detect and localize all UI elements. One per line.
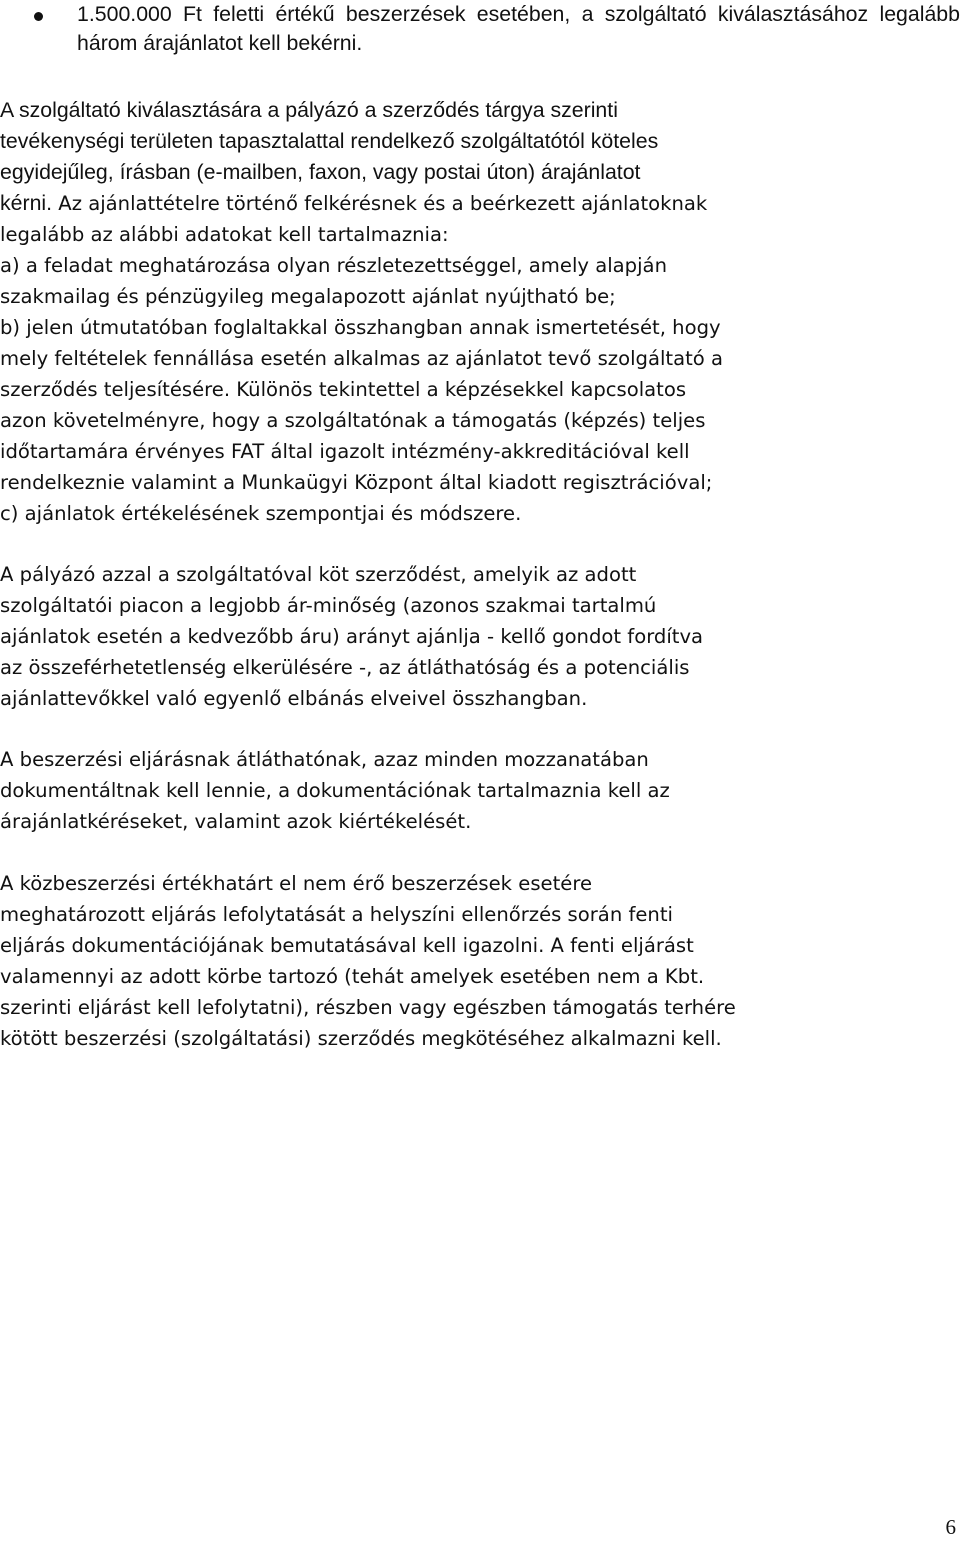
- paragraph-line: rendelkeznie valamint a Munkaügyi Központ által kiadott regisztrációval;: [0, 471, 713, 494]
- paragraph-line: ajánlattevőkkel való egyenlő elbánás elveivel összhangban.: [0, 687, 588, 710]
- paragraph-line: kötött beszerzési (szolgáltatási) szerződés megkötéséhez alkalmazni kell.: [0, 1027, 722, 1050]
- paragraph-line: A beszerzési eljárásnak átláthatónak, azaz minden mozzanatában: [0, 748, 649, 771]
- paragraph-line: legalább az alábbi adatokat kell tartalmaznia:: [0, 223, 449, 246]
- paragraph-line: tevékenységi területen tapasztalattal rendelkező szolgáltatótól köteles: [0, 129, 659, 153]
- paragraph-line: időtartamára érvényes FAT által igazolt intézmény-akkreditációval kell: [0, 440, 690, 463]
- paragraph-line: [0, 188, 960, 219]
- paragraph-line: eljárás dokumentációjának bemutatásával kell igazolni. A fenti eljárást: [0, 934, 694, 957]
- paragraph-supplier-selection: [0, 95, 960, 529]
- paragraph-line-rest: Az ajánlattételre történő felkérésnek és a beérkezett ajánlatoknak: [52, 192, 708, 215]
- list-item-a: a) a feladat meghatározása olyan részletezettséggel, amely alapján: [0, 254, 667, 277]
- bullet-text: 1.500.000 Ft feletti értékű beszerzések esetében, a szolgáltató kiválasztásához legalább három árajánlatot kell bekérni.: [77, 2, 960, 55]
- paragraph-line: dokumentáltnak kell lennie, a dokumentációnak tartalmaznia kell az: [0, 779, 670, 802]
- paragraph-line: A szolgáltató kiválasztására a pályázó a szerződés tárgya szerinti: [0, 98, 618, 122]
- paragraph-line: szerződés teljesítésére. Különös tekintettel a képzésekkel kapcsolatos: [0, 378, 687, 401]
- paragraph-line: ajánlatok esetén a kedvezőbb áru) arányt ajánlja - kellő gondot fordítva: [0, 625, 704, 648]
- paragraph-line: meghatározott eljárás lefolytatását a helyszíni ellenőrzés során fenti: [0, 903, 673, 926]
- paragraph-line: A pályázó azzal a szolgáltatóval köt szerződést, amelyik az adott: [0, 563, 637, 586]
- paragraph-line: árajánlatkéréseket, valamint azok kiértékelését.: [0, 810, 472, 833]
- bullet-marker: [34, 12, 43, 21]
- list-item-b: b) jelen útmutatóban foglaltakkal összhangban annak ismertetését, hogy: [0, 316, 721, 339]
- paragraph-contract-award: [0, 559, 960, 714]
- paragraph-transparency: [0, 744, 960, 837]
- paragraph-line: egyidejűleg, írásban (e-mailben, faxon, vagy postai úton) árajánlatot: [0, 160, 641, 184]
- paragraph-line: A közbeszerzési értékhatárt el nem érő beszerzések esetére: [0, 872, 592, 895]
- paragraph-line: azon követelményre, hogy a szolgáltatónak a támogatás (képzés) teljes: [0, 409, 706, 432]
- paragraph-line: szolgáltatói piacon a legjobb ár-minőség (azonos szakmai tartalmú: [0, 594, 657, 617]
- list-item-c: c) ajánlatok értékelésének szempontjai és módszere.: [0, 502, 522, 525]
- paragraph-line: mely feltételek fennállása esetén alkalmas az ajánlatot tevő szolgáltató a: [0, 347, 724, 370]
- page-number: 6: [945, 1515, 956, 1539]
- paragraph-procurement-threshold: [0, 868, 960, 1054]
- paragraph-line-start: kérni.: [0, 191, 53, 215]
- paragraph-line: szerinti eljárást kell lefolytatni), részben vagy egészben támogatás terhére: [0, 996, 736, 1019]
- paragraph-line: szakmailag és pénzügyileg megalapozott ajánlat nyújtható be;: [0, 285, 616, 308]
- paragraph-line: az összeférhetetlenség elkerülésére -, az átláthatóság és a potenciális: [0, 656, 690, 679]
- paragraph-line: valamennyi az adott körbe tartozó (tehát amelyek esetében nem a Kbt.: [0, 965, 705, 988]
